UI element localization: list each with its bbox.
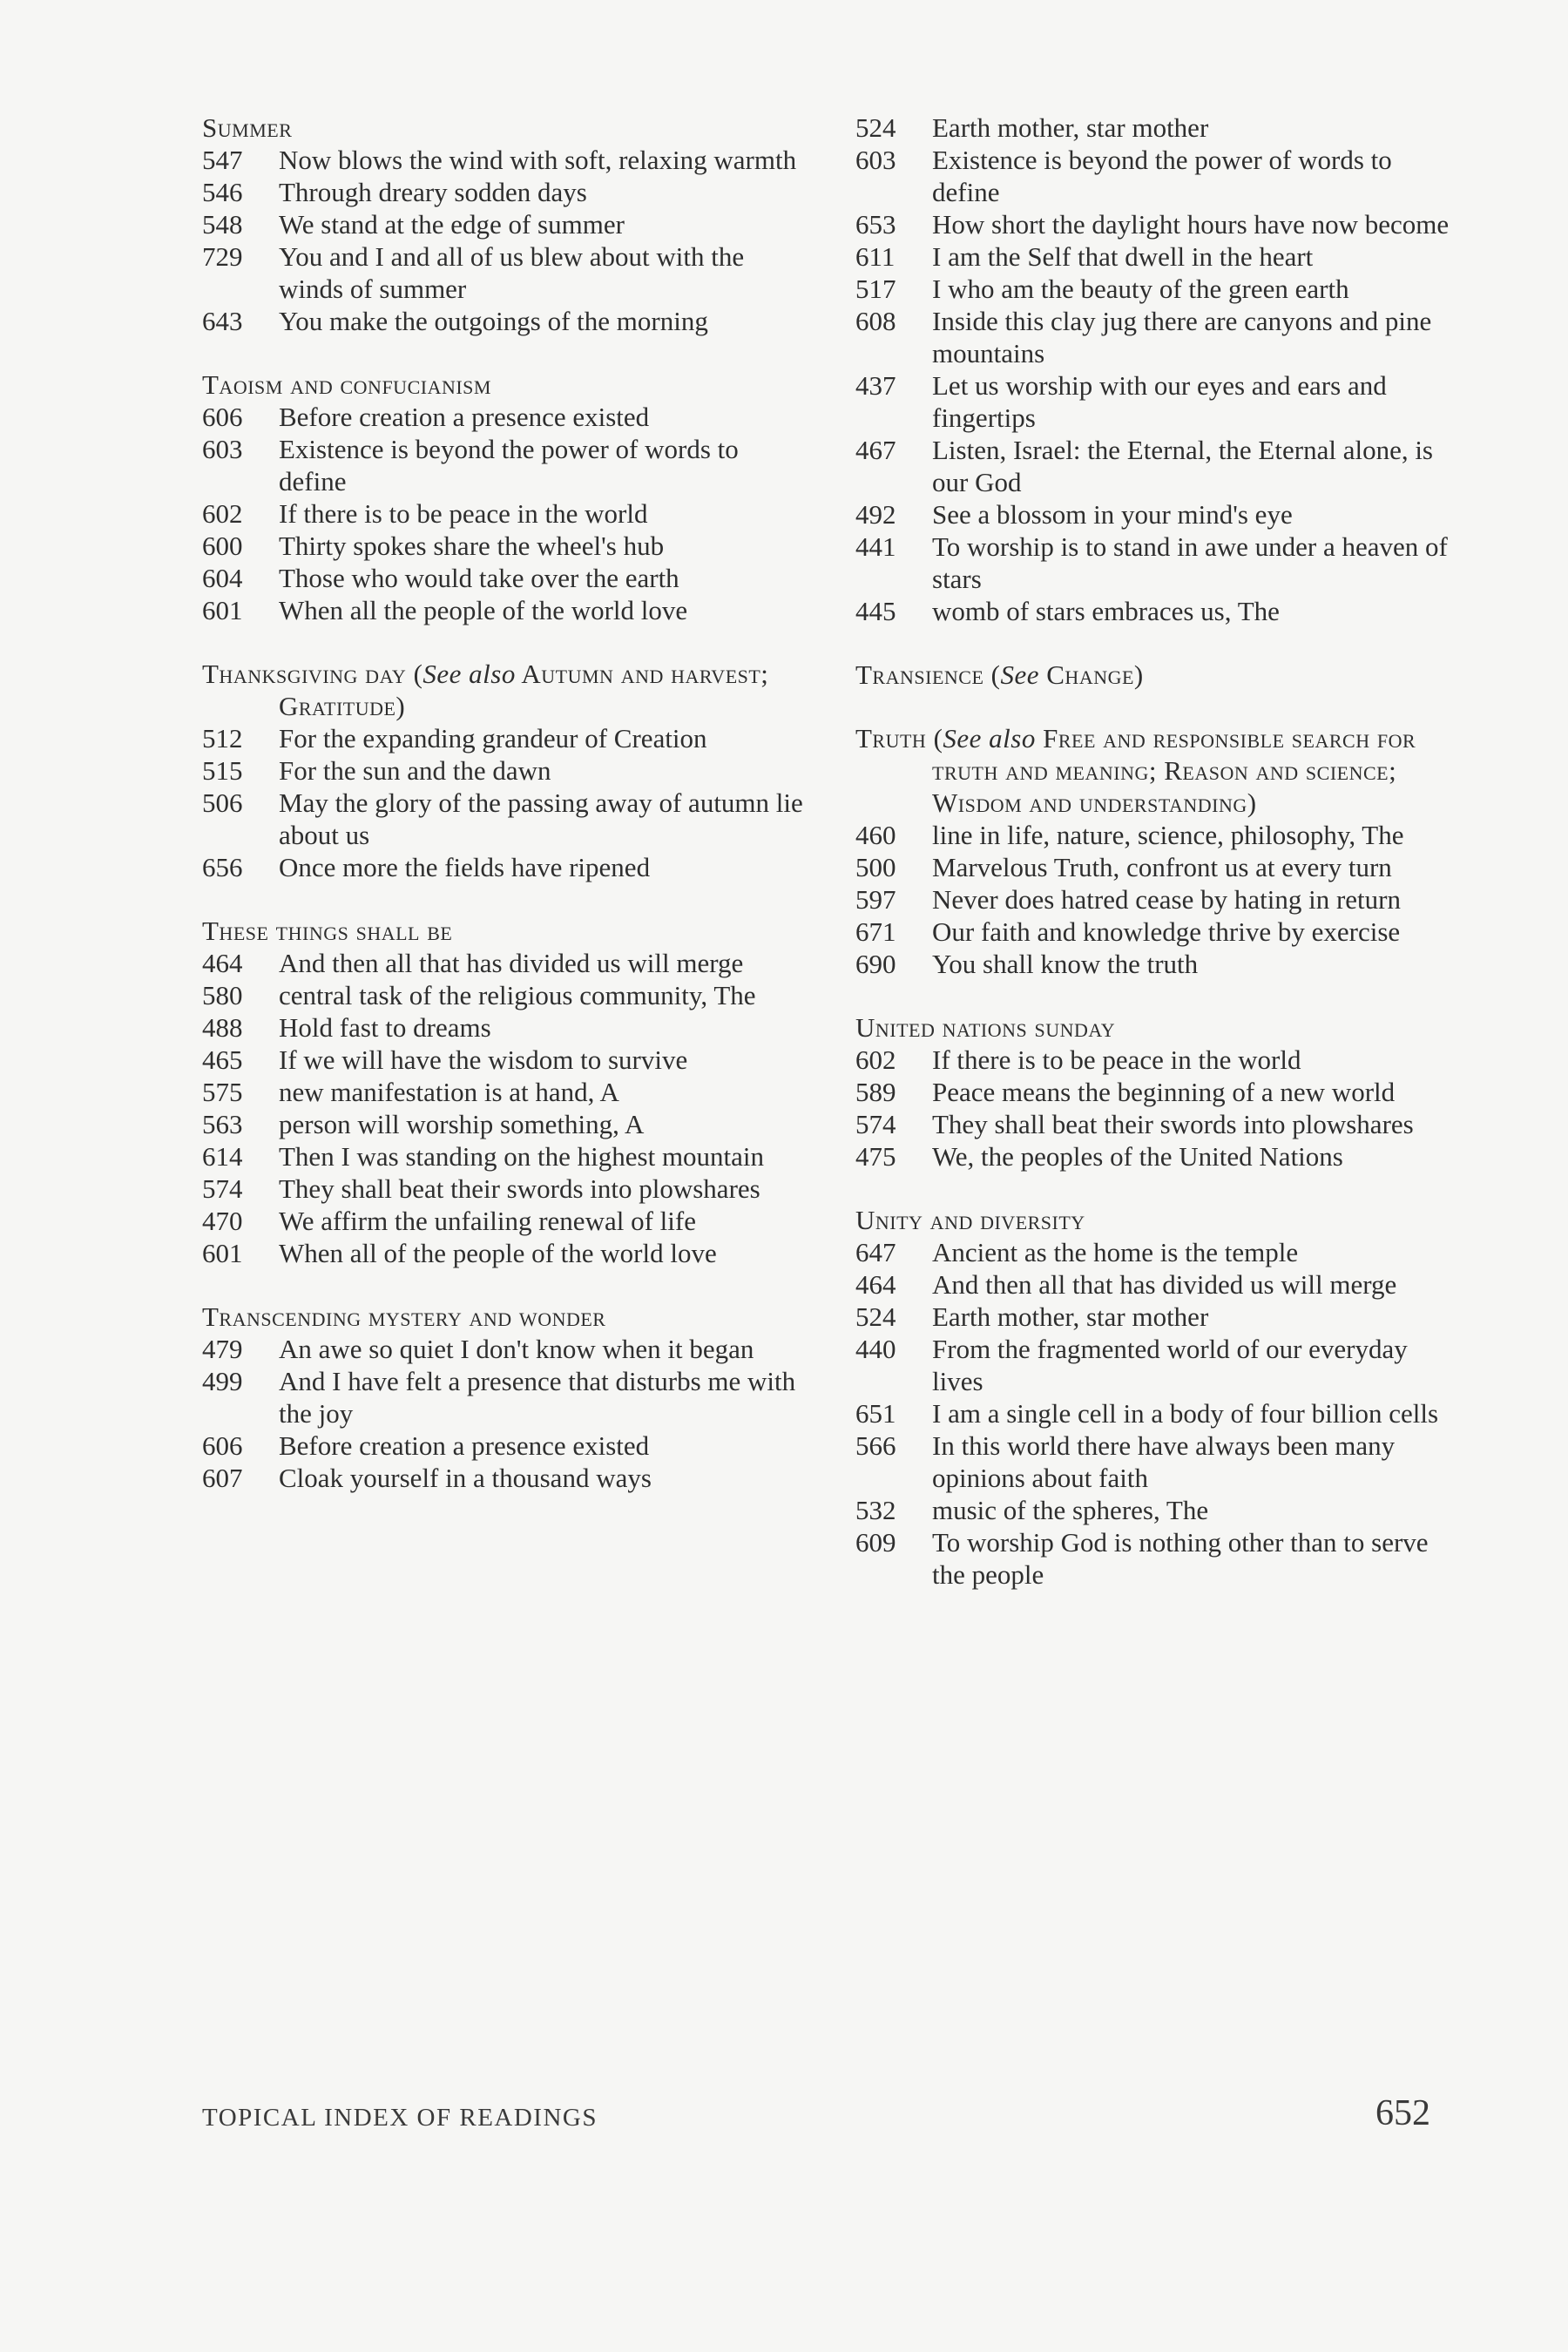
reading-number: 597	[855, 884, 896, 915]
reading-number: 604	[202, 563, 243, 593]
reading-number: 574	[855, 1109, 896, 1139]
index-entry	[202, 594, 812, 626]
index-entry	[855, 851, 1465, 883]
index-entry	[202, 754, 812, 787]
footer-title: TOPICAL INDEX OF READINGS	[202, 2104, 598, 2132]
index-entry	[202, 305, 812, 337]
index-section	[855, 1011, 1465, 1173]
reading-title: new manifestation is at hand, A	[279, 1077, 619, 1107]
reading-number: 574	[202, 1173, 243, 1204]
index-section	[855, 659, 1465, 691]
reading-title: Marvelous Truth, confront us at every turn	[932, 852, 1392, 882]
reading-number: 566	[855, 1430, 896, 1461]
reading-title: Listen, Israel: the Eternal, the Eternal alone, is our God	[932, 435, 1433, 497]
reading-title: Before creation a presence existed	[279, 402, 650, 432]
reading-number: 500	[855, 852, 896, 882]
reading-title: Earth mother, star mother	[932, 112, 1209, 143]
reading-title: We affirm the unfailing renewal of life	[279, 1206, 696, 1236]
reading-title: Our faith and knowledge thrive by exercise	[932, 916, 1401, 947]
reading-number: 609	[855, 1527, 896, 1558]
reading-title: In this world there have always been many opinions about faith	[932, 1430, 1396, 1493]
index-entry	[855, 498, 1465, 531]
section-heading: United nations sunday	[855, 1012, 1116, 1043]
index-section	[202, 658, 812, 883]
reading-number: 515	[202, 755, 243, 786]
reading-title: I who am the beauty of the green earth	[932, 274, 1349, 304]
reading-title: Earth mother, star mother	[932, 1301, 1209, 1332]
reading-title: Thirty spokes share the wheel's hub	[279, 531, 665, 561]
index-entry	[202, 979, 812, 1011]
reading-number: 600	[202, 531, 243, 561]
reading-title: Inside this clay jug there are canyons and pine mountains	[932, 306, 1432, 368]
reading-number: 437	[855, 370, 896, 401]
reading-title: You and I and all of us blew about with the winds of summer	[279, 241, 745, 304]
index-entry	[855, 1140, 1465, 1173]
reading-number: 606	[202, 1430, 243, 1461]
reading-title: womb of stars embraces us, The	[932, 596, 1280, 626]
reading-number: 729	[202, 241, 243, 272]
section-heading: Taoism and confucianism	[202, 369, 491, 400]
index-entry	[202, 1333, 812, 1365]
reading-number: 441	[855, 531, 896, 562]
index-section	[202, 915, 812, 1269]
index-entry	[855, 916, 1465, 948]
reading-title: Peace means the beginning of a new world	[932, 1077, 1396, 1107]
reading-title: To worship is to stand in awe under a heaven of stars	[932, 531, 1448, 594]
index-entry	[202, 208, 812, 240]
reading-title: person will worship something, A	[279, 1109, 645, 1139]
reading-title: line in life, nature, science, philosophy, The	[932, 820, 1404, 850]
reading-number: 460	[855, 820, 896, 850]
reading-number: 464	[855, 1269, 896, 1300]
reading-title: music of the spheres, The	[932, 1495, 1209, 1525]
reading-title: Existence is beyond the power of words to define	[279, 434, 739, 497]
index-entry	[202, 530, 812, 562]
reading-number: 601	[202, 595, 243, 625]
reading-number: 488	[202, 1012, 243, 1043]
index-entry	[855, 1397, 1465, 1429]
index-entry	[202, 1011, 812, 1044]
index-entry	[202, 144, 812, 176]
index-entry	[202, 1462, 812, 1494]
reading-title: If there is to be peace in the world	[279, 498, 648, 529]
reading-number: 651	[855, 1398, 896, 1429]
reading-title: See a blossom in your mind's eye	[932, 499, 1293, 530]
reading-title: And then all that has divided us will merge	[932, 1269, 1397, 1300]
index-entry	[855, 819, 1465, 851]
index-entry	[202, 787, 812, 851]
reading-title: Cloak yourself in a thousand ways	[279, 1463, 652, 1493]
reading-title: From the fragmented world of our everyday lives	[932, 1334, 1408, 1396]
reading-number: 575	[202, 1077, 243, 1107]
index-entry	[855, 240, 1465, 273]
index-entry	[202, 1365, 812, 1429]
reading-number: 606	[202, 402, 243, 432]
reading-title: And then all that has divided us will merge	[279, 948, 744, 978]
index-entry	[855, 112, 1465, 144]
right-column	[855, 112, 1465, 1622]
reading-title: When all the people of the world love	[279, 595, 688, 625]
reading-number: 546	[202, 177, 243, 207]
reading-number: 607	[202, 1463, 243, 1493]
reading-title: We stand at the edge of summer	[279, 209, 625, 240]
index-entry	[202, 1076, 812, 1108]
index-entry	[855, 948, 1465, 980]
index-entry	[202, 1429, 812, 1462]
reading-number: 475	[855, 1141, 896, 1172]
index-entry	[855, 1494, 1465, 1526]
index-entry	[855, 305, 1465, 369]
reading-number: 690	[855, 949, 896, 979]
reading-number: 548	[202, 209, 243, 240]
index-entry	[202, 401, 812, 433]
index-entry	[855, 208, 1465, 240]
index-entry	[855, 1301, 1465, 1333]
index-entry	[202, 722, 812, 754]
reading-number: 602	[855, 1044, 896, 1075]
index-entry	[202, 1237, 812, 1269]
reading-title: I am the Self that dwell in the heart	[932, 241, 1314, 272]
reading-number: 524	[855, 112, 896, 143]
index-entry	[855, 1076, 1465, 1108]
index-entry	[855, 883, 1465, 916]
section-heading: Thanksgiving day (See also Autumn and harvest; Gratitude)	[202, 659, 769, 721]
reading-title: Those who would take over the earth	[279, 563, 679, 593]
reading-number: 464	[202, 948, 243, 978]
index-entry	[202, 562, 812, 594]
reading-title: If we will have the wisdom to survive	[279, 1044, 688, 1075]
index-entry	[202, 1140, 812, 1173]
index-entry	[855, 1108, 1465, 1140]
reading-title: May the glory of the passing away of autumn lie about us	[279, 787, 803, 850]
reading-number: 440	[855, 1334, 896, 1364]
reading-title: For the sun and the dawn	[279, 755, 551, 786]
reading-title: How short the daylight hours have now become	[932, 209, 1450, 240]
reading-title: For the expanding grandeur of Creation	[279, 723, 707, 754]
reading-title: Ancient as the home is the temple	[932, 1237, 1299, 1267]
reading-title: Through dreary sodden days	[279, 177, 587, 207]
reading-number: 492	[855, 499, 896, 530]
index-entry	[855, 273, 1465, 305]
index-entry	[202, 1173, 812, 1205]
reading-number: 465	[202, 1044, 243, 1075]
reading-title: Then I was standing on the highest mountain	[279, 1141, 765, 1172]
reading-number: 603	[855, 145, 896, 175]
reading-number: 499	[202, 1366, 243, 1396]
reading-number: 506	[202, 787, 243, 818]
reading-number: 653	[855, 209, 896, 240]
index-section	[202, 368, 812, 626]
index-entry	[202, 433, 812, 497]
index-section	[855, 722, 1465, 980]
index-section	[202, 112, 812, 337]
reading-number: 524	[855, 1301, 896, 1332]
reading-number: 647	[855, 1237, 896, 1267]
reading-number: 601	[202, 1238, 243, 1268]
reading-title: Now blows the wind with soft, relaxing warmth	[279, 145, 797, 175]
reading-number: 589	[855, 1077, 896, 1107]
index-entry	[855, 1429, 1465, 1494]
index-entry	[202, 240, 812, 305]
reading-title: Existence is beyond the power of words to define	[932, 145, 1392, 207]
reading-number: 656	[202, 852, 243, 882]
index-entry	[855, 1526, 1465, 1591]
reading-title: Let us worship with our eyes and ears and fingertips	[932, 370, 1387, 433]
reading-number: 603	[202, 434, 243, 464]
reading-number: 532	[855, 1495, 896, 1525]
reading-number: 479	[202, 1334, 243, 1364]
reading-title: And I have felt a presence that disturbs me with the joy	[279, 1366, 796, 1429]
left-column	[202, 112, 812, 1525]
index-entry	[855, 1044, 1465, 1076]
index-entry	[202, 1108, 812, 1140]
reading-number: 602	[202, 498, 243, 529]
reading-title: To worship God is nothing other than to serve the people	[932, 1527, 1429, 1590]
reading-number: 445	[855, 596, 896, 626]
index-entry	[202, 1044, 812, 1076]
index-section	[855, 112, 1465, 627]
index-entry	[855, 595, 1465, 627]
reading-number: 580	[202, 980, 243, 1010]
index-entry	[202, 947, 812, 979]
section-heading: Truth (See also Free and responsible search for truth and meaning; Reason and science; Wisdom and understanding)	[855, 723, 1416, 818]
reading-title: Before creation a presence existed	[279, 1430, 650, 1461]
reading-title: We, the peoples of the United Nations	[932, 1141, 1343, 1172]
section-heading: Transience (See Change)	[855, 659, 1144, 690]
index-entry	[202, 176, 812, 208]
index-entry	[855, 434, 1465, 498]
reading-title: An awe so quiet I don't know when it began	[279, 1334, 754, 1364]
page-number: 652	[1375, 2093, 1430, 2133]
section-heading: Summer	[202, 112, 293, 143]
reading-title: Never does hatred cease by hating in return	[932, 884, 1401, 915]
reading-number: 643	[202, 306, 243, 336]
index-section	[855, 1204, 1465, 1591]
reading-number: 470	[202, 1206, 243, 1236]
reading-number: 671	[855, 916, 896, 947]
reading-title: They shall beat their swords into plowshares	[279, 1173, 760, 1204]
index-section	[202, 1301, 812, 1494]
index-entry	[202, 851, 812, 883]
reading-number: 517	[855, 274, 896, 304]
index-entry	[855, 144, 1465, 208]
index-entry	[202, 1205, 812, 1237]
reading-number: 608	[855, 306, 896, 336]
section-heading: Transcending mystery and wonder	[202, 1301, 606, 1332]
reading-title: Hold fast to dreams	[279, 1012, 491, 1043]
index-entry	[855, 1268, 1465, 1301]
index-entry	[855, 1333, 1465, 1397]
section-heading: Unity and diversity	[855, 1205, 1085, 1235]
reading-number: 467	[855, 435, 896, 465]
reading-title: When all of the people of the world love	[279, 1238, 717, 1268]
reading-number: 512	[202, 723, 243, 754]
reading-number: 614	[202, 1141, 243, 1172]
reading-title: They shall beat their swords into plowshares	[932, 1109, 1414, 1139]
reading-title: I am a single cell in a body of four billion cells	[932, 1398, 1439, 1429]
reading-title: central task of the religious community, The	[279, 980, 756, 1010]
reading-title: Once more the fields have ripened	[279, 852, 651, 882]
reading-number: 611	[855, 241, 896, 272]
index-entry	[202, 497, 812, 530]
index-entry	[855, 369, 1465, 434]
section-heading: These things shall be	[202, 916, 453, 946]
reading-title: If there is to be peace in the world	[932, 1044, 1301, 1075]
reading-number: 563	[202, 1109, 243, 1139]
index-entry	[855, 1236, 1465, 1268]
reading-title: You shall know the truth	[932, 949, 1199, 979]
reading-number: 547	[202, 145, 243, 175]
reading-title: You make the outgoings of the morning	[279, 306, 708, 336]
index-entry	[855, 531, 1465, 595]
